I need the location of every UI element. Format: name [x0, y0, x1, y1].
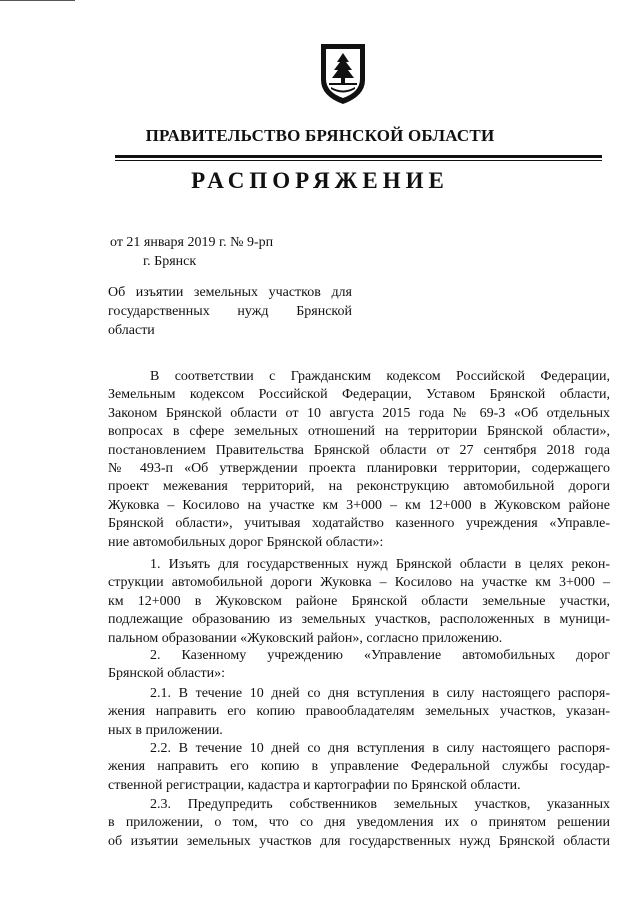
text-line: Брянской области»:: [108, 666, 225, 682]
item-1-paragraph: [108, 556, 610, 648]
text-line: 2. Казенному учреждению «Управление автомобильных дорог: [150, 648, 610, 663]
text-line: проект межевания территорий, на реконструкцию автомобильной дороги: [108, 479, 610, 495]
text-line: 2.1. В течение 10 дней со дня вступления в силу настоящего распоря-: [150, 686, 610, 701]
text-line: Законом Брянской области от 10 августа 2015 года № 69-З «Об отдельных: [108, 405, 610, 421]
subject-line: государственных нужд Брянской: [108, 304, 352, 319]
text-line: постановлением Правительства Брянской области от 27 сентября 2018 года: [108, 442, 610, 458]
item-2-3-paragraph: [108, 796, 610, 851]
text-line: 2.3. Предупредить собственников земельных участков, указанных: [150, 797, 610, 812]
text-line: ние автомобильных дорог Брянской области»:: [108, 534, 384, 550]
text-line: в приложении, о том, что со дня уведомления их о принятом решении: [108, 815, 610, 831]
text-line: подлежащие образованию из земельных участков, расположенных в муници-: [108, 612, 610, 628]
item-2-1-paragraph: [108, 685, 610, 740]
text-line: струкции автомобильной дороги Жуковка – Косилово на участке км 3+000 –: [108, 575, 610, 591]
scan-artifact-line: [0, 0, 75, 1]
text-line: км 12+000 в Жуковском районе Брянской области земельные участки,: [108, 593, 610, 609]
text-line: жения направить его копию в управление Федеральной службы государ-: [108, 759, 610, 775]
header-divider-thick: [115, 155, 602, 158]
preamble-paragraph: [108, 368, 610, 552]
text-line: 1. Изъять для государственных нужд Брянской области в целях рекон-: [150, 557, 610, 572]
subject-line: Об изъятии земельных участков для: [108, 285, 352, 300]
document-city: г. Брянск: [143, 254, 197, 269]
text-line: Жуковка – Косилово на участке км 3+000 – км 12+000 в Жуковском районе: [108, 497, 610, 513]
document-type-title: РАСПОРЯЖЕНИЕ: [191, 168, 449, 193]
text-line: Брянской области», учитывая ходатайство казенного учреждения «Управле-: [108, 516, 610, 532]
item-2-paragraph: [108, 647, 610, 684]
header-divider-thin: [115, 160, 602, 161]
subject-line: области: [108, 323, 155, 338]
document-subject: [108, 283, 352, 340]
text-line: 2.2. В течение 10 дней со дня вступления в силу настоящего распоря-: [150, 741, 610, 756]
text-line: жения направить его копию правообладателям земельных участков, указан-: [108, 704, 610, 720]
text-line: ственной регистрации, кадастра и картографии по Брянской области.: [108, 777, 521, 793]
text-line: № 493-п «Об утверждении проекта планировки территории, содержащего: [108, 461, 610, 477]
item-2-2-paragraph: [108, 740, 610, 795]
text-line: В соответствии с Гражданским кодексом Российской Федерации,: [150, 369, 610, 384]
text-line: пальном образовании «Жуковский район», согласно приложению.: [108, 630, 503, 646]
text-line: об изъятии земельных участков для государственных нужд Брянской области: [108, 833, 610, 849]
coat-of-arms-emblem: [318, 42, 368, 106]
document-date-number: от 21 января 2019 г. № 9-рп: [110, 235, 274, 250]
text-line: вопросах в сфере земельных отношений на территории Брянской области»,: [108, 424, 610, 440]
government-title: ПРАВИТЕЛЬСТВО БРЯНСКОЙ ОБЛАСТИ: [145, 126, 495, 145]
text-line: Земельным кодексом Российской Федерации, Уставом Брянской области,: [108, 387, 610, 403]
text-line: ных в приложении.: [108, 722, 223, 738]
